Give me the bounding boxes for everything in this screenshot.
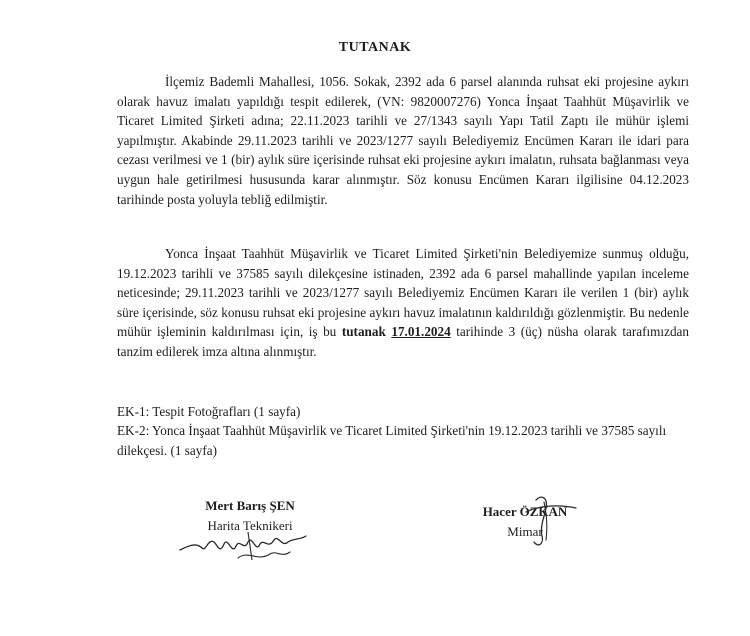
document-title: TUTANAK <box>338 40 412 55</box>
attachment-1: EK-1: Tespit Fotoğrafları (1 sayfa) <box>117 404 301 419</box>
paragraph-1: İlçemiz Bademli Mahallesi, 1056. Sokak, 2392 ada 6 parsel alanında ruhsat eki projesine aykırı olarak havuz imalatı yapıldığı tespit edilerek, (VN: 9820007276) Yonca İnşaat Taahhüt Müşavirlik ve Ticaret Limited Şirketi adına; 22.11.2023 tarihli ve 27/1343 sayılı Yapı Tatil Zaptı ile mühür işlemi yapılmıştır. Akabinde 29.11.2023 tarihli ve 2023/1277 sayılı Belediyemiz Encümen Kararı ile idari para cezası verilmesi ve 1 (bir) aylık süre içerisinde ruhsat eki projesine aykırı imalatın, ruhsata bağlanması veya uygun hale getirilmesi hususunda karar alınmıştır. Söz konusu Encümen Kararı ilgilisine 04.12.2023 tarihinde posta yoluyla tebliğ edilmiştir. <box>117 74 689 207</box>
tutanak-date: 17.01.2024 <box>391 324 451 340</box>
paragraph-2 <box>117 244 689 362</box>
signatory-name-right: Hacer ÖZKAN <box>482 504 568 519</box>
paragraph-2-text: Yonca İnşaat Taahhüt Müşavirlik ve Ticaret Limited Şirketi'nin Belediyemize sunmuş olduğu, 19.12.2023 tarihli ve 37585 sayılı dilekçesine istinaden, 2392 ada 6 parsel mahallinde yapılan inceleme neticesinde; 29.11.2023 tarihli ve 2023/1277 sayılı Belediyemiz Encümen Kararı ile verilen 1 (bir) aylık süre içerisinde, söz konusu ruhsat eki projesine aykırı havuz imalatının kaldırıldığı gözlenmiştir. Bu nedenle mühür işleminin kaldırılması için, iş bu <box>117 246 689 340</box>
handwritten-signature-right <box>496 492 606 552</box>
signatory-name-left: Mert Barış ŞEN <box>205 498 295 513</box>
handwritten-signature-left <box>178 528 308 564</box>
signatory-role-right: Mimar <box>507 524 543 539</box>
attachment-2: EK-2: Yonca İnşaat Taahhüt Müşavirlik ve Ticaret Limited Şirketi'nin 19.12.2023 tarihli ve 37585 sayılı dilekçesi. (1 sayfa) <box>117 423 667 458</box>
paragraph-2-end: tarihinde 3 (üç) nüsha olarak tarafımızdan tanzim edilerek imza altına alınmıştır. <box>117 324 689 359</box>
paragraph-2-bold: tutanak <box>341 324 392 340</box>
signatory-role-left: Harita Teknikeri <box>207 518 293 533</box>
